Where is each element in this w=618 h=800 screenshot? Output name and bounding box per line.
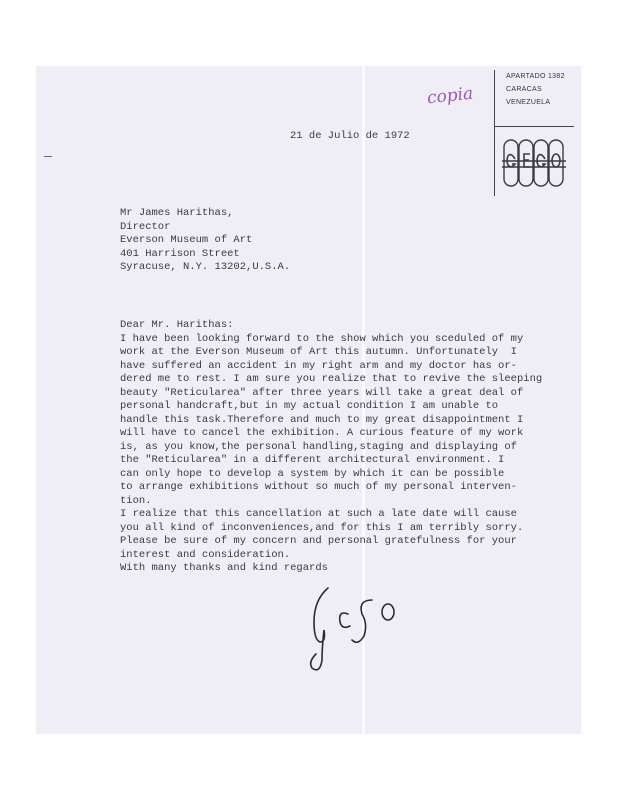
salutation: Dear Mr. Harithas: xyxy=(120,319,234,331)
body-line: personal handcraft,but in my actual condition I am unable to xyxy=(120,400,499,412)
letterhead-rule-vertical xyxy=(494,70,495,196)
body-line: to arrange exhibitions without so much of my personal interven- xyxy=(120,481,517,493)
body-line: can only hope to develop a system by which it can be possible xyxy=(120,467,505,480)
address-line: Syracuse, N.Y. 13202,U.S.A. xyxy=(120,261,291,273)
address-line: Director xyxy=(120,220,171,233)
handwritten-annotation: copia xyxy=(426,83,475,109)
body-line: you all kind of inconveniences,and for this I am terribly sorry. xyxy=(120,521,524,534)
letterhead-line: APARTADO 1382 xyxy=(506,73,565,80)
letterhead-line: CARACAS xyxy=(506,86,542,93)
body-line: have suffered an accident in my right arm and my doctor has or- xyxy=(120,359,517,372)
gego-logo xyxy=(502,134,566,190)
body-line: is, as you know,the personal handling,staging and displaying of xyxy=(120,440,517,453)
letter-body xyxy=(120,319,542,576)
body-line: dered me to rest. I am sure you realize that to revive the sleeping xyxy=(120,373,543,385)
address-line: Mr James Harithas, xyxy=(120,207,234,219)
handwritten-signature xyxy=(300,580,410,685)
body-line: work at the Everson Museum of Art this autumn. Unfortunately I xyxy=(120,346,517,358)
address-line: Everson Museum of Art xyxy=(120,234,253,246)
letterhead-rule-horizontal xyxy=(494,126,574,127)
punch-mark xyxy=(44,156,52,157)
body-line: I have been looking forward to the show which you sceduled of my xyxy=(120,332,524,345)
body-line: tion. xyxy=(120,494,152,507)
body-line: the "Reticularea" in a different architectural environment. I xyxy=(120,454,505,466)
recipient-address xyxy=(120,207,290,275)
letterhead xyxy=(494,70,578,109)
body-line: Please be sure of my concern and personal gratefulness for your xyxy=(120,535,517,547)
body-line: beauty "Reticularea" after three years will take a great deal of xyxy=(120,386,524,399)
address-line: 401 Harrison Street xyxy=(120,247,240,260)
body-line: interest and consideration. xyxy=(120,548,291,561)
letterhead-line: VENEZUELA xyxy=(506,99,551,106)
letter-date: 21 de Julio de 1972 xyxy=(290,130,410,142)
body-line: handle this task.Therefore and much to my great disappointment I xyxy=(120,413,524,426)
body-line: will have to cancel the exhibition. A curious feature of my work xyxy=(120,427,524,439)
body-line: I realize that this cancellation at such a late date will cause xyxy=(120,508,517,520)
body-line: With many thanks and kind regards xyxy=(120,562,328,574)
